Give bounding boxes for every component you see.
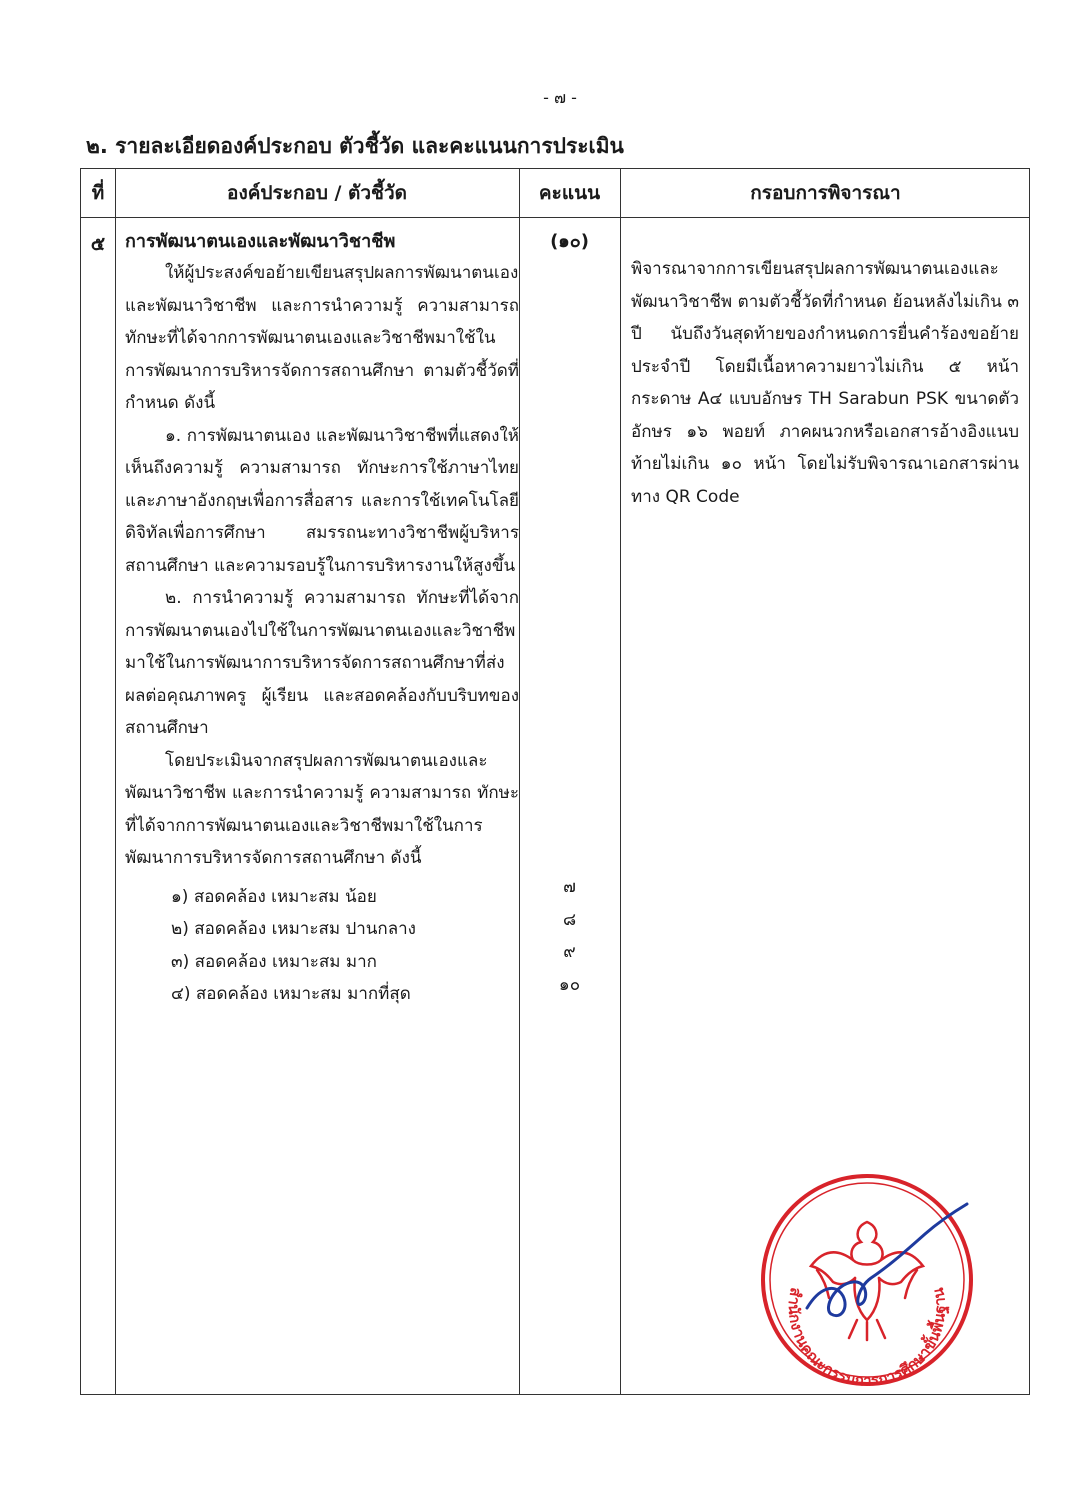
level-list [125,881,519,1011]
header-component: องค์ประกอบ / ตัวชี้วัด [227,182,407,204]
criteria-text: พิจารณาจากการเขียนสรุปผลการพัฒนาตนเองและพัฒนาวิชาชีพ ตามตัวชี้วัดที่กำหนด ย้อนหลังไม่เกิน ๓ ปี นับถึงวันสุดท้ายของกำหนดการยื่นคำร้องขอย้ายประจำปี โดยมีเนื้อหาความยาวไม่เกิน ๕ หน้ากระดาษ A๔ แบบอักษร TH Sarabun PSK ขนาดตัวอักษร ๑๖ พอยท์ ภาคผนวกหรือเอกสารอ้างอิงแนบท้ายไม่เกิน ๑๐ หน้า โดยไม่รับพิจารณาเอกสารผ่านทาง QR Code [631,259,1019,507]
component-intro: ให้ผู้ประสงค์ขอย้ายเขียนสรุปผลการพัฒนาตนเองและพัฒนาวิชาชีพ และการนำความรู้ ความสามารถ ทักษะที่ได้จากการพัฒนาตนเองและวิชาชีพมาใช้ในการพัฒนาการบริหารจัดการสถานศึกษา ตามตัวชี้วัดที่กำหนด ดังนี้ [125,263,519,413]
column-divider [620,169,621,1394]
evaluation-text: โดยประเมินจากสรุปผลการพัฒนาตนเองและพัฒนาวิชาชีพ และการนำความรู้ ความสามารถ ทักษะที่ได้จากการพัฒนาตนเองและวิชาชีพมาใช้ในการพัฒนาการบริหารจัดการสถานศึกษา ดังนี้ [125,750,519,868]
level-item: ๒) สอดคล้อง เหมาะสม ปานกลาง [171,919,416,939]
level-item: ๓) สอดคล้อง เหมาะสม มาก [171,951,377,972]
indicator-2: ๒. การนำความรู้ ความสามารถ ทักษะที่ได้จากการพัฒนาตนเองไปใช้ในการพัฒนาตนเองและวิชาชีพมาใช้ในการพัฒนาการบริหารจัดการสถานศึกษาที่ส่งผลต่อคุณภาพครู ผู้เรียน และสอดคล้องกับบริบทของสถานศึกษา [125,588,519,738]
level-item: ๑) สอดคล้อง เหมาะสม น้อย [171,886,377,907]
level-score: ๑๐ [558,974,581,995]
component-cell [125,227,519,1011]
column-divider [519,169,520,1394]
indicator-1: ๑. การพัฒนาตนเอง และพัฒนาวิชาชีพที่แสดงให้เห็นถึงความรู้ ความสามารถ ทักษะการใช้ภาษาไทยและภาษาอังกฤษเพื่อการสื่อสาร และการใช้เทคโนโลยีดิจิทัลเพื่อการศึกษา สมรรถนะทางวิชาชีพผู้บริหารสถานศึกษา และความรอบรู้ในการบริหารงานให้สูงขึ้น [125,425,519,576]
level-score-list [519,871,620,1001]
level-score: ๘ [562,909,577,930]
level-score: ๗ [563,877,576,897]
level-item: ๔) สอดคล้อง เหมาะสม มากที่สุด [171,984,411,1004]
level-score: ๙ [563,942,576,962]
row-number: ๕ [90,233,106,255]
seal-text-path: สำนักงานคณะกรรมการการศึกษาขั้นพื้นฐาน [784,1286,950,1390]
column-divider [115,169,116,1394]
section-heading: ๒. รายละเอียดองค์ประกอบ ตัวชี้วัด และคะแนนการประเมิน [86,134,624,158]
component-title: การพัฒนาตนเองและพัฒนาวิชาชีพ [125,231,396,252]
header-criteria: กรอบการพิจารณา [750,182,901,204]
page-number: - ๗ - [543,88,577,107]
header-score: คะแนน [538,182,601,204]
official-seal [757,1170,977,1390]
header-divider [81,217,1029,218]
total-score: (๑๐) [550,231,589,252]
header-no: ที่ [91,182,105,204]
